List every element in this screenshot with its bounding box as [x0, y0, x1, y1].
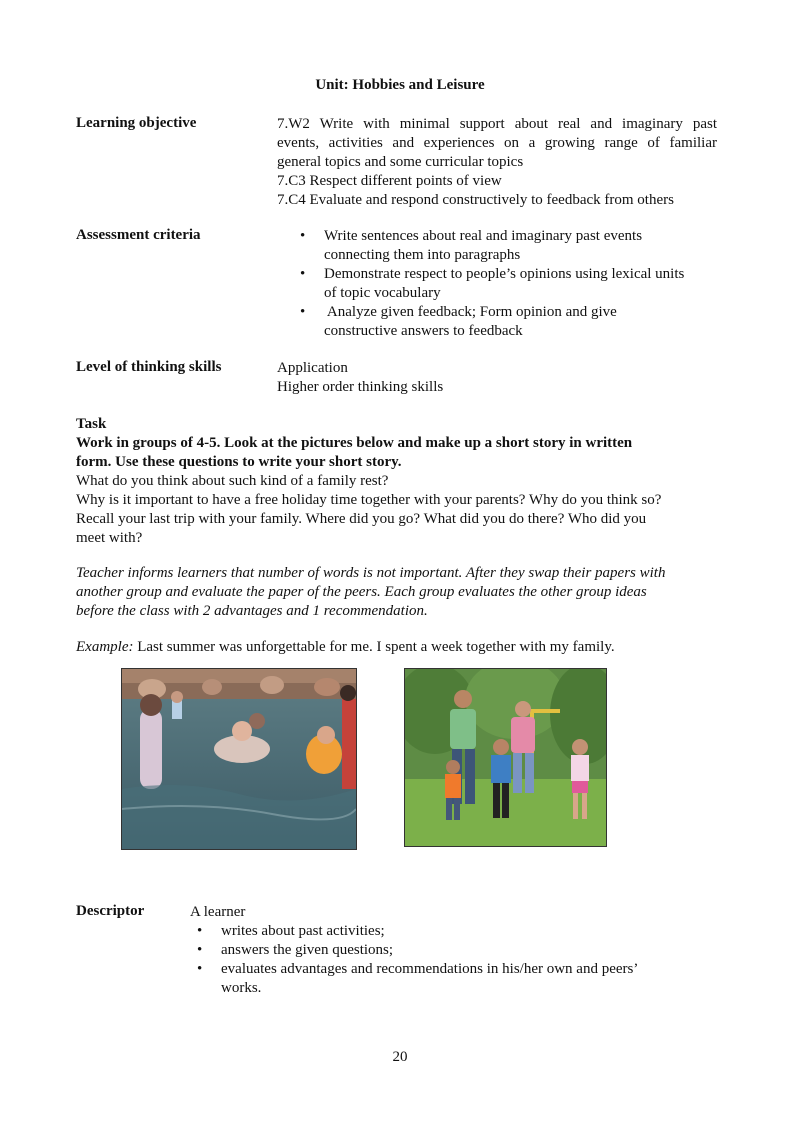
task-heading: Task [76, 416, 107, 432]
learning-objective-text [277, 115, 717, 210]
criterion-line: constructive answers to feedback [324, 323, 523, 339]
task-question-line: What do you think about such kind of a family rest? [76, 473, 389, 489]
descriptor-line: answers the given questions; [221, 942, 394, 958]
criterion-line: of topic vocabulary [324, 285, 441, 301]
teacher-note-line: Teacher informs learners that number of words is not important. After they swap their papers with [76, 565, 666, 581]
bullet-icon: • [197, 923, 203, 939]
bullet-icon: • [197, 942, 203, 958]
thinking-skill-line: Application [277, 360, 348, 376]
bullet-icon: • [300, 228, 306, 244]
objective-line: 7.W2 Write with minimal support about real and imaginary past [277, 116, 717, 132]
task-question-line: meet with? [76, 530, 143, 546]
list-item [300, 303, 730, 341]
teacher-note-line: another group and evaluate the paper of the peers. Each group evaluates the other group ideas [76, 584, 647, 600]
pool-photo-illustration [122, 669, 356, 849]
bullet-icon: • [197, 961, 203, 977]
bullet-icon: • [300, 304, 306, 320]
list-item [300, 265, 730, 303]
assessment-criteria-label: Assessment criteria [76, 227, 201, 243]
task-instruction-line: Work in groups of 4-5. Look at the pictures below and make up a short story in written [76, 435, 633, 451]
family-park-photo [404, 668, 607, 847]
learning-objective-label: Learning objective [76, 115, 197, 131]
objective-line: 7.C3 Respect different points of view [277, 173, 502, 189]
descriptor-list [197, 922, 677, 998]
criterion-line: connecting them into paragraphs [324, 247, 521, 263]
thinking-skills-label: Level of thinking skills [76, 359, 222, 375]
task-instruction-line: form. Use these questions to write your short story. [76, 454, 402, 470]
descriptor-line: works. [221, 980, 262, 996]
list-item [197, 922, 677, 941]
task-question-line: Recall your last trip with your family. Where did you go? What did you do there? Who did you [76, 511, 647, 527]
page-number: 20 [392, 1049, 408, 1065]
list-item [197, 960, 677, 998]
task-question-line: Why is it important to have a free holiday time together with your parents? Why do you think so? [76, 492, 662, 508]
task-section [76, 415, 726, 548]
objective-line: general topics and some curricular topics [277, 154, 524, 170]
descriptor-label: Descriptor [76, 903, 145, 919]
list-item [300, 227, 730, 265]
example-line [76, 638, 726, 657]
descriptor-intro: A learner [190, 904, 246, 920]
thinking-skill-line: Higher order thinking skills [277, 379, 444, 395]
example-label: Example: [76, 639, 134, 655]
page-title: Unit: Hobbies and Leisure [315, 77, 485, 93]
example-text: Last summer was unforgettable for me. I spent a week together with my family. [133, 639, 615, 655]
thinking-skills-text [277, 359, 443, 397]
descriptor-line: evaluates advantages and recommendations in his/her own and peers’ [221, 961, 639, 977]
assessment-criteria-list [300, 227, 730, 341]
teacher-note [76, 564, 726, 621]
objective-line: 7.C4 Evaluate and respond constructively to feedback from others [277, 192, 674, 208]
criterion-line: Analyze given feedback; Form opinion and give [324, 304, 617, 320]
teacher-note-line: before the class with 2 advantages and 1 recommendation. [76, 603, 428, 619]
criterion-line: Demonstrate respect to people’s opinions using lexical units [324, 266, 685, 282]
criterion-line: Write sentences about real and imaginary past events [324, 228, 643, 244]
pool-photo [121, 668, 357, 850]
bullet-icon: • [300, 266, 306, 282]
objective-line: events, activities and experiences on a growing range of familiar [277, 135, 717, 151]
list-item [197, 941, 677, 960]
family-park-illustration [405, 669, 606, 846]
descriptor-line: writes about past activities; [221, 923, 385, 939]
